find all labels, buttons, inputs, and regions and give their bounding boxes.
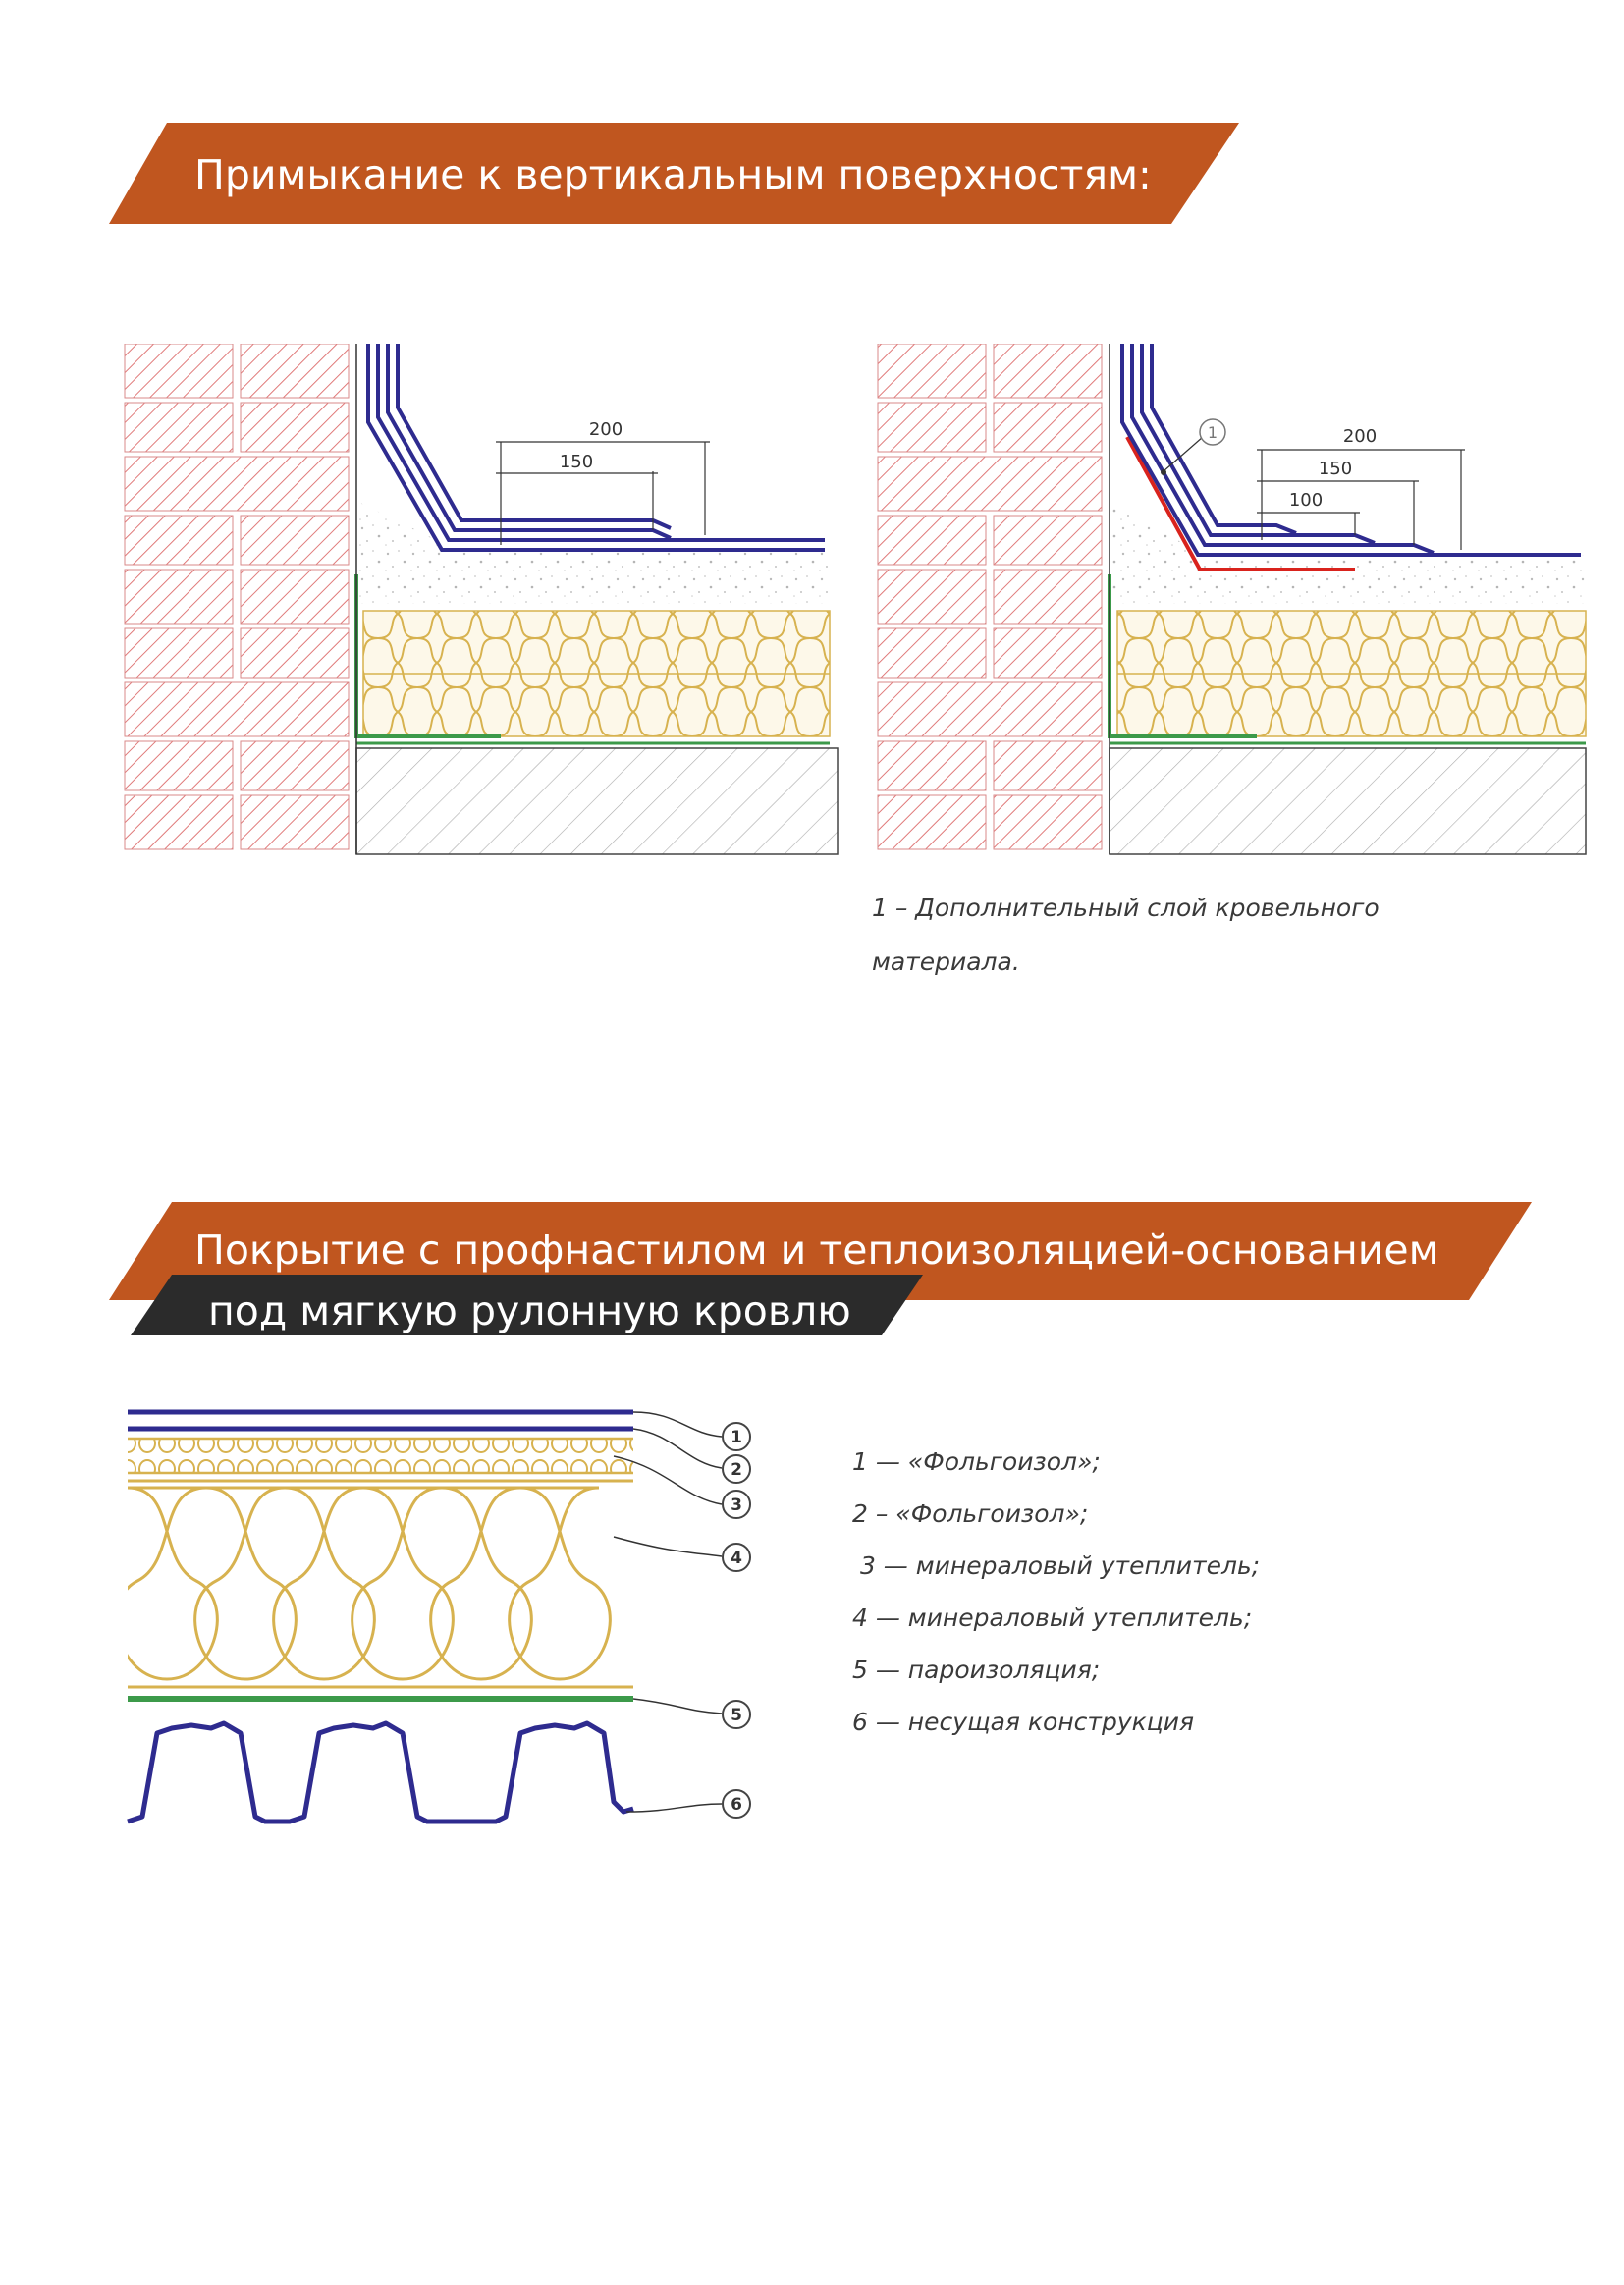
adjoining-diagram-right [864,344,1600,864]
section2-title-line1: Покрытие с профнастилом и теплоизоляцией-основанием [194,1226,1439,1274]
section2-title-line2: под мягкую рулонную кровлю [208,1287,851,1334]
marker-4-label: 4 [731,1549,742,1568]
legend-item-4: 4 — минераловый утеплитель; [852,1604,1253,1632]
roof-layers-diagram [118,1380,785,1851]
dim-200: 200 [588,419,623,440]
legend-item-6: 6 — несущая конструкция [852,1708,1195,1736]
marker-6-label: 6 [731,1795,742,1815]
marker-3-label: 3 [731,1496,742,1515]
concrete-slab [356,748,838,854]
section1-title: Примыкание к вертикальным поверхностям: [194,151,1152,198]
dim-100: 100 [1288,490,1324,511]
dim-150: 150 [559,452,594,472]
legend-item-2: 2 – «Фольгоизол»; [852,1499,1089,1528]
marker-5-label: 5 [731,1706,742,1725]
adjoining-diagram-left [103,344,839,864]
brick-wall [125,344,349,849]
caption-line-2: материала. [872,948,1020,976]
legend-item-3: 3 — минераловый утеплитель; [852,1551,1261,1580]
legend-item-1: 1 — «Фольгоизол»; [852,1447,1101,1476]
dim-150: 150 [1318,459,1353,479]
section1-banner [0,0,1624,255]
marker-1-label: 1 [731,1428,742,1447]
caption-line-1: 1 – Дополнительный слой кровельного [872,894,1380,922]
concrete-slab [1110,748,1586,854]
marker-1-label: 1 [1207,423,1218,442]
layer-6-profiled-deck [128,1723,633,1822]
layer-3-insulation [128,1439,633,1473]
brick-wall [878,344,1102,849]
layer-4-insulation [118,1481,633,1687]
legend-item-5: 5 — пароизоляция; [852,1656,1101,1684]
marker-2-label: 2 [731,1460,742,1480]
dim-200: 200 [1342,426,1378,447]
roofing-membranes [368,344,825,550]
